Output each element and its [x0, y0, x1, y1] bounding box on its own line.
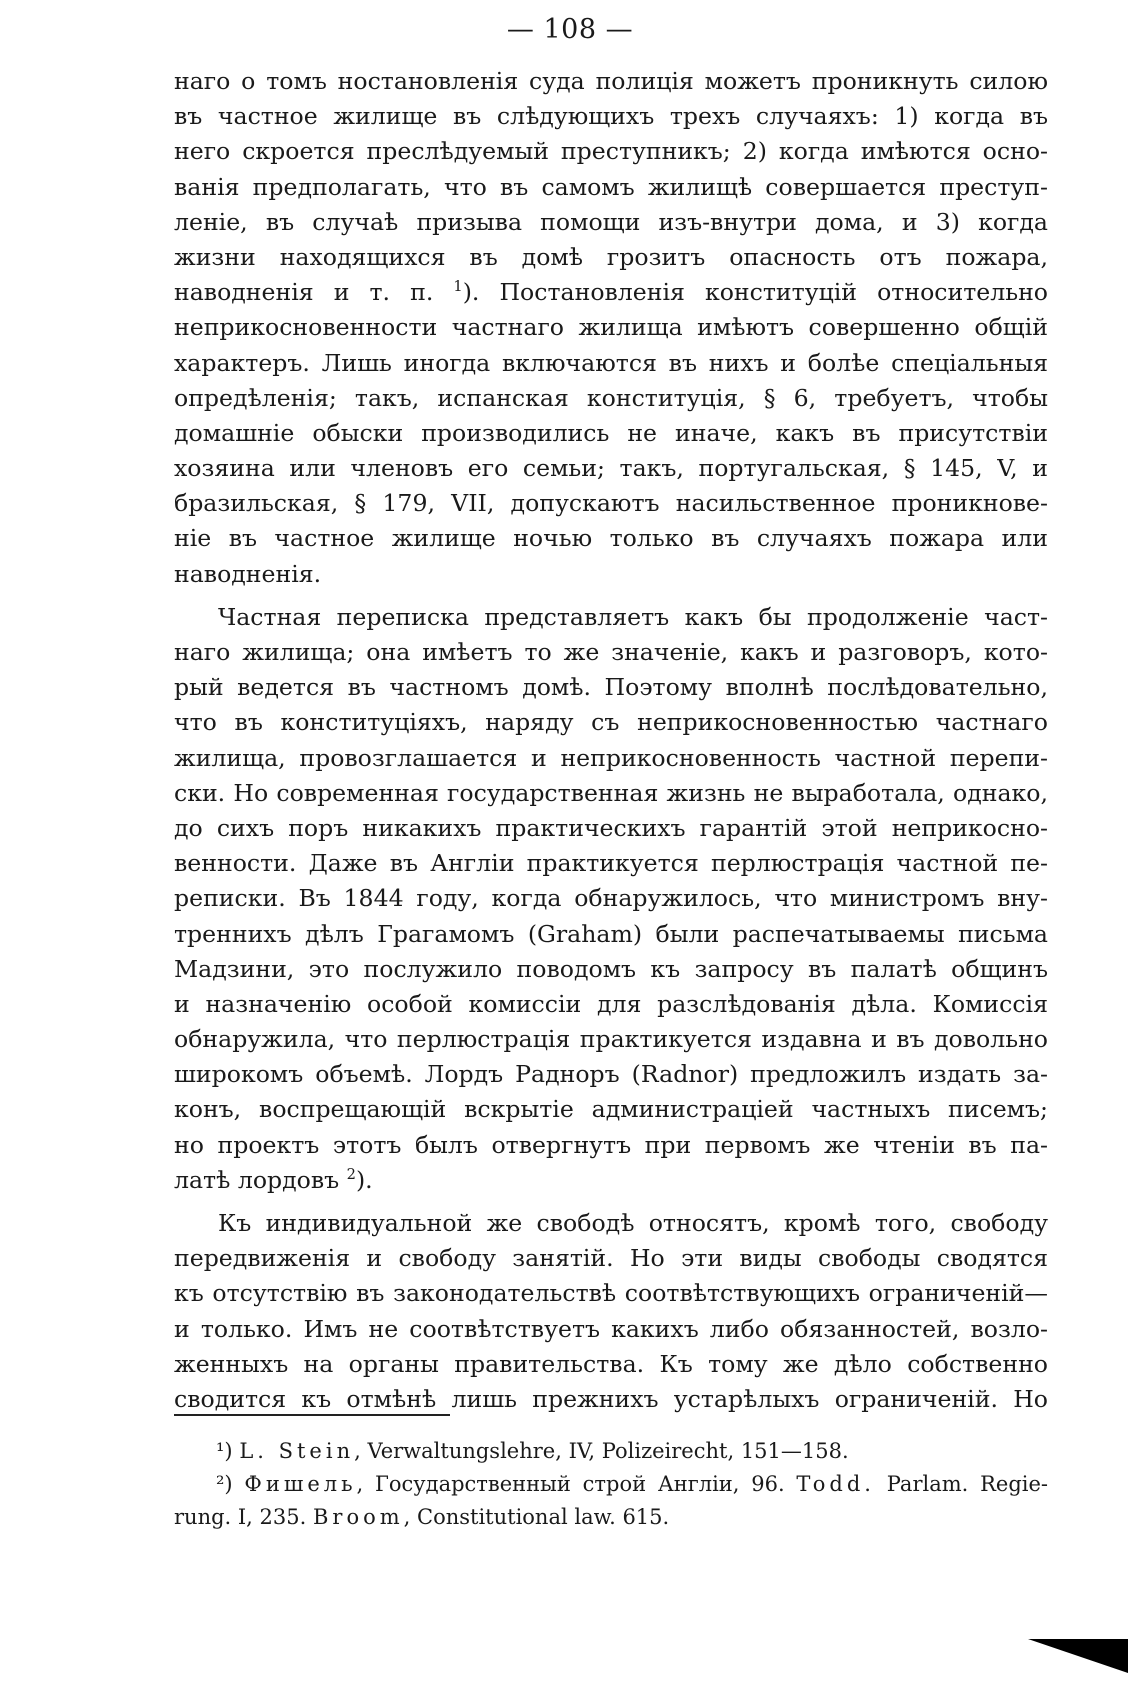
- footnote-divider: [174, 1414, 450, 1416]
- footnote-ref: 2: [346, 1165, 356, 1183]
- footnote-text: rung. I, 235.: [174, 1505, 307, 1529]
- footnote-text: , Constitutional law. 615.: [403, 1505, 670, 1529]
- text-line: конъ, воспрещающій вскрытіе администраціей частныхъ писемъ;: [174, 1095, 1048, 1124]
- footnote-2: [174, 1468, 1048, 1501]
- text-segment: латѣ лордовъ: [174, 1165, 340, 1194]
- footnote-2-continued: [174, 1501, 1048, 1534]
- footnote-text: , Государственный строй Англіи, 96.: [356, 1472, 785, 1496]
- footnote-author: Фишель: [244, 1472, 357, 1496]
- page-number: — 108 —: [506, 14, 634, 45]
- footnote-marker: ²): [216, 1472, 233, 1496]
- text-line: наводненія.: [174, 559, 322, 588]
- footnote-text: Parlam. Regie-: [886, 1472, 1048, 1496]
- text-line: жизни находящихся въ домѣ грозитъ опасность отъ пожара,: [174, 242, 1048, 271]
- scan-corner-mark: [1028, 1639, 1128, 1673]
- text-line: наго жилища; она имѣетъ то же значеніе, какъ и разговоръ, кото-: [174, 638, 1048, 666]
- text-line: характеръ. Лишь иногда включаются въ нихъ и болѣе спеціальныя: [174, 348, 1048, 377]
- footnote-text: , Verwaltungslehre, IV, Polizeirecht, 151—158.: [354, 1439, 849, 1463]
- text-line: но проектъ этотъ былъ отвергнутъ при первомъ же чтеніи въ па-: [174, 1130, 1048, 1159]
- text-segment: наводненія и т. п.: [174, 278, 434, 307]
- text-line: передвиженія и свободу занятій. Но эти виды свободы сводятся: [174, 1244, 1048, 1273]
- text-line: Къ индивидуальной же свободѣ относятъ, кромѣ того, свободу: [218, 1209, 1048, 1237]
- text-line: до сихъ поръ никакихъ практическихъ гарантій этой неприкосно-: [174, 813, 1048, 842]
- text-segment: ). Постановленія конституцій относительно: [462, 278, 1048, 307]
- text-line: неприкосновенности частнаго жилища имѣютъ совершенно общій: [174, 313, 1048, 342]
- text-line: бразильская, § 179, VII, допускаютъ насильственное проникнове-: [174, 489, 1048, 518]
- text-line-with-footnote: [174, 275, 1048, 310]
- text-line: Мадзини, это послужило поводомъ къ запросу въ палатѣ общинъ: [174, 954, 1048, 983]
- footnotes: [174, 1435, 1048, 1534]
- text-segment: ).: [355, 1165, 373, 1194]
- text-line-with-footnote: [174, 1163, 1048, 1198]
- footnote-ref: 1: [453, 278, 463, 296]
- text-line: опредѣленія; такъ, испанская конституція, § 6, требуетъ, чтобы: [174, 383, 1048, 412]
- text-line: треннихъ дѣлъ Грагамомъ (Graham) были распечатываемы письма: [174, 919, 1048, 948]
- text-line: и только. Имъ не соотвѣтствуетъ какихъ либо обязанностей, возло-: [174, 1314, 1048, 1343]
- text-line: домашніе обыски производились не иначе, какъ въ присутствіи: [174, 418, 1048, 447]
- footnote-marker: ¹): [216, 1439, 233, 1463]
- text-line: хозяина или членовъ его семьи; такъ, португальская, § 145, V, и: [174, 454, 1048, 483]
- text-line: женныхъ на органы правительства. Къ тому же дѣло собственно: [174, 1349, 1048, 1378]
- text-line: сводится къ отмѣнѣ лишь прежнихъ устарѣлыхъ ограниченій. Но: [174, 1384, 1048, 1413]
- text-line: въ частное жилище въ слѣдующихъ трехъ случаяхъ: 1) когда въ: [174, 102, 1048, 131]
- text-line: ніе въ частное жилище ночью только въ случаяхъ пожара или: [174, 524, 1048, 553]
- text-line: рый ведется въ частномъ домѣ. Поэтому вполнѣ послѣдовательно,: [174, 673, 1048, 702]
- text-line: венности. Даже въ Англіи практикуется перлюстрація частной пе-: [174, 849, 1048, 878]
- footnote-author: Todd.: [796, 1472, 875, 1496]
- footnote-author: L. Stein: [239, 1439, 355, 1463]
- body-text: [174, 64, 1048, 1417]
- text-line: широкомъ объемѣ. Лордъ Радноръ (Radnor) предложилъ издать за-: [174, 1060, 1048, 1089]
- text-line: обнаружила, что перлюстрація практикуется издавна и въ довольно: [174, 1025, 1048, 1054]
- text-line: и назначенію особой комиссіи для разслѣдованія дѣла. Комиссія: [174, 989, 1048, 1018]
- text-line: ванія предполагать, что въ самомъ жилищѣ совершается преступ-: [174, 172, 1048, 201]
- footnote-author: Broom: [312, 1505, 404, 1529]
- footnote-1: [174, 1435, 1048, 1468]
- text-line: наго о томъ ностановленія суда полиція можетъ проникнуть силою: [174, 67, 1048, 95]
- text-line: леніе, въ случаѣ призыва помощи изъ-внутри дома, и 3) когда: [174, 207, 1048, 236]
- text-line: реписки. Въ 1844 году, когда обнаружилось, что министромъ вну-: [174, 884, 1048, 913]
- text-line: жилища, провозглашается и неприкосновенность частной перепи-: [174, 743, 1048, 772]
- text-line: него скроется преслѣдуемый преступникъ; 2) когда имѣются осно-: [174, 137, 1048, 166]
- text-line: что въ конституціяхъ, наряду съ неприкосновенностью частнаго: [174, 708, 1048, 737]
- text-line: ски. Но современная государственная жизнь не выработала, однако,: [174, 778, 1048, 807]
- text-line: Частная переписка представляетъ какъ бы продолженіе част-: [218, 602, 1048, 631]
- text-line: къ отсутствію въ законодательствѣ соотвѣтствующихъ ограниченій—: [174, 1279, 1048, 1308]
